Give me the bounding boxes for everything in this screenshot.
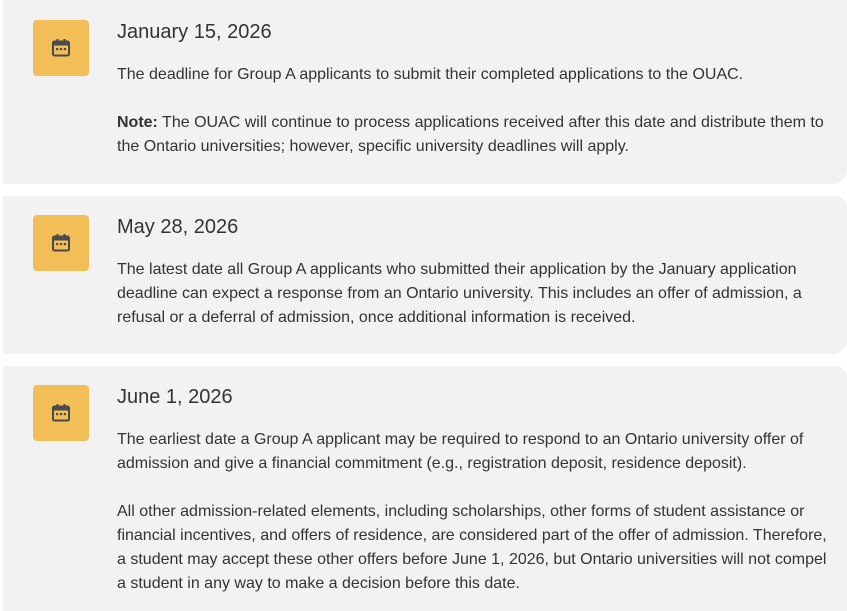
deadline-content — [117, 213, 827, 330]
deadline-date: June 1, 2026 — [117, 386, 233, 408]
calendar-icon-box — [33, 385, 89, 441]
calendar-icon — [51, 403, 71, 423]
deadline-date: January 15, 2026 — [117, 21, 272, 43]
deadline-description: The earliest date a Group A applicant may be required to respond to an Ontario university offer of admission and give a financial commitment (e.g., registration deposit, residence deposit). — [117, 431, 804, 472]
deadline-note — [117, 111, 827, 159]
deadline-additional-info: All other admission-related elements, including scholarships, other forms of student assistance or financial incentives, and offers of residence, are considered part of the offer of admission. Therefore, a student may accept these other offers before June 1, 2026, but Ontario universities will not compel a student in any way to make a decision before this date. — [117, 503, 827, 592]
deadline-date: May 28, 2026 — [117, 216, 239, 238]
calendar-icon — [51, 233, 71, 253]
note-text: The OUAC will continue to process applications received after this date and distribute them to the Ontario universities; however, specific university deadlines will apply. — [117, 114, 824, 155]
deadline-description: The latest date all Group A applicants who submitted their application by the January application deadline can expect a response from an Ontario university. This includes an offer of admission, a refusal or a deferral of admission, once additional information is received. — [117, 261, 802, 326]
deadline-card-may-28 — [3, 196, 847, 354]
deadline-description: The deadline for Group A applicants to submit their completed applications to the OUAC. — [117, 66, 744, 83]
deadline-content — [117, 383, 827, 596]
deadline-card-june-1 — [3, 366, 847, 611]
deadline-card-january-15 — [3, 0, 847, 184]
note-label: Note: — [117, 114, 158, 131]
calendar-icon-box — [33, 20, 89, 76]
deadline-content — [117, 18, 827, 159]
calendar-icon — [51, 38, 71, 58]
calendar-icon-box — [33, 215, 89, 271]
